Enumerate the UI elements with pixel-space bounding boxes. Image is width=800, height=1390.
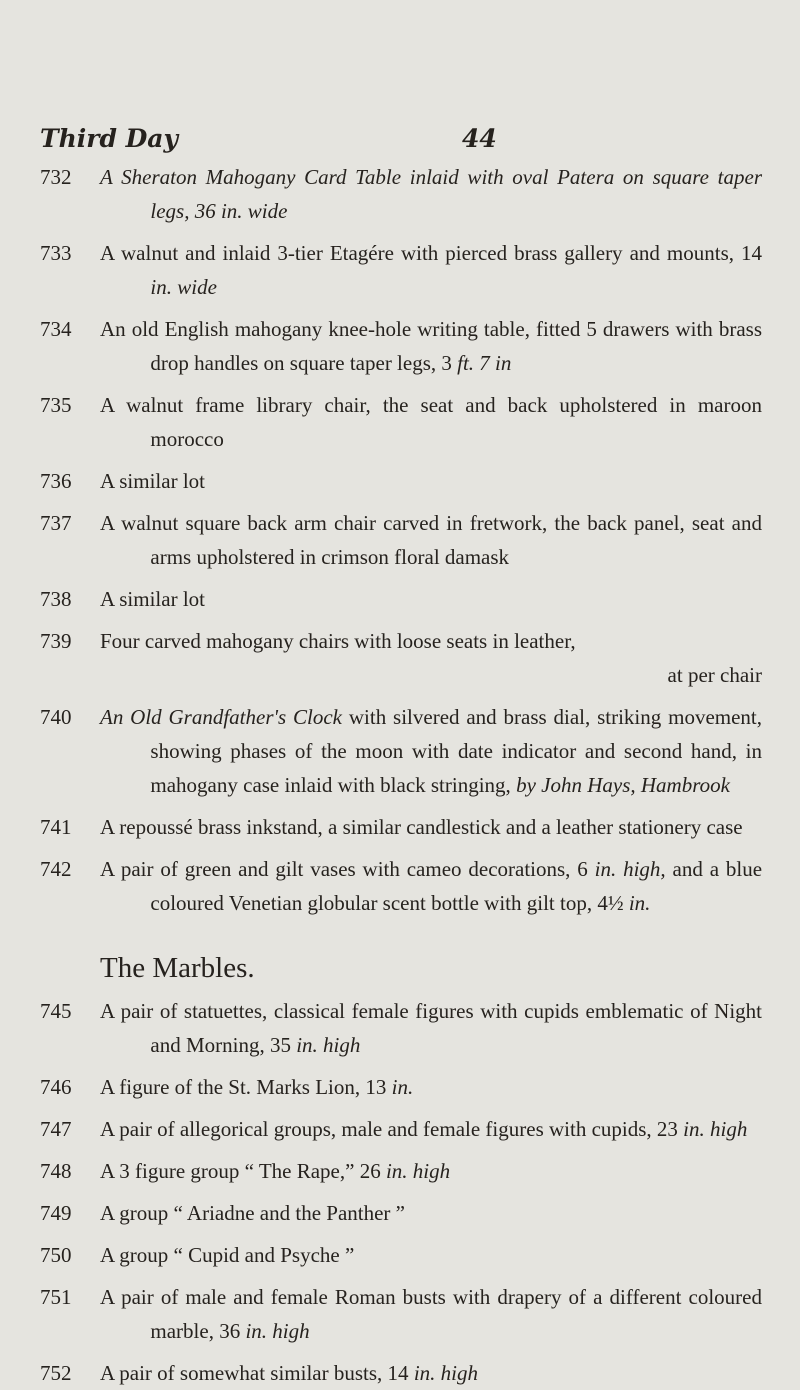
lot-text: A 3 figure group “ The Rape,” 26 xyxy=(100,1159,381,1183)
lot-text: and a blue coloured Venetian globular scent bottle with gilt top, 4½ xyxy=(150,857,763,915)
lot-number: 739 xyxy=(40,629,72,653)
lot-entry xyxy=(40,700,762,802)
lot-text: A walnut frame library chair, the seat and back upholstered in maroon morocco xyxy=(100,393,762,451)
lot-entry xyxy=(40,506,762,574)
lot-text: A repoussé brass inkstand, a similar candlestick and a leather stationery case xyxy=(100,815,743,839)
lot-list-furniture xyxy=(40,160,762,920)
lot-entry xyxy=(40,1280,762,1348)
lot-text: Four carved mahogany chairs with loose seats in leather, xyxy=(100,629,576,653)
lot-number: 741 xyxy=(40,815,72,839)
lot-number: 747 xyxy=(40,1117,72,1141)
lot-text: with silvered and brass dial, striking movement, showing phases of the moon with date indicator and second hand, in mahogany case inlaid with black stringing, xyxy=(150,705,763,797)
lot-dimension: in. high xyxy=(296,1033,361,1057)
lot-text: A group “ Cupid and Psyche ” xyxy=(100,1243,355,1267)
lot-description xyxy=(100,464,762,498)
lot-description xyxy=(100,1280,762,1348)
lot-description xyxy=(100,506,762,574)
lot-description xyxy=(100,624,762,692)
lot-description xyxy=(100,1154,762,1188)
lot-list-marbles xyxy=(40,994,762,1390)
lot-number: 752 xyxy=(40,1361,72,1385)
lot-number: 745 xyxy=(40,999,72,1023)
lot-text: A group “ Ariadne and the Panther ” xyxy=(100,1201,405,1225)
lot-entry xyxy=(40,1154,762,1188)
lot-number: 746 xyxy=(40,1075,72,1099)
lot-dimension: in. xyxy=(391,1075,414,1099)
lot-text: A walnut square back arm chair carved in fretwork, the back panel, seat and arms upholstered in crimson floral damask xyxy=(100,511,762,569)
lot-entry xyxy=(40,1196,762,1230)
lot-description xyxy=(100,1238,762,1272)
lot-description xyxy=(100,700,762,802)
running-title: Third Day xyxy=(40,124,179,153)
lot-text: A pair of statuettes, classical female figures with cupids emblematic of Night and Morning, 35 xyxy=(100,999,762,1057)
lot-entry xyxy=(40,852,762,920)
lot-dimension: in. high xyxy=(683,1117,748,1141)
lot-description xyxy=(100,160,762,228)
lot-entry xyxy=(40,1356,762,1390)
lot-dimension: in. wide xyxy=(220,199,288,223)
lot-number: 742 xyxy=(40,857,72,881)
lot-entry xyxy=(40,160,762,228)
lot-number: 751 xyxy=(40,1285,72,1309)
lot-dimension: in. high xyxy=(385,1159,451,1183)
lot-entry xyxy=(40,582,762,616)
lot-entry xyxy=(40,624,762,692)
page-number: 44 xyxy=(462,124,497,153)
lot-description xyxy=(100,1070,762,1104)
lot-dimension: A Sheraton Mahogany Card Table inlaid with oval Patera on square taper legs, 36 xyxy=(100,165,762,223)
lot-number: 738 xyxy=(40,587,72,611)
lot-description xyxy=(100,994,762,1062)
lot-description xyxy=(100,852,762,920)
lot-text: A pair of somewhat similar busts, 14 xyxy=(100,1361,409,1385)
lot-description xyxy=(100,1112,762,1146)
lot-number: 737 xyxy=(40,511,72,535)
lot-entry xyxy=(40,464,762,498)
lot-text: A walnut and inlaid 3-tier Etagére with pierced brass gallery and mounts, 14 xyxy=(100,241,762,265)
lot-entry xyxy=(40,994,762,1062)
lot-description xyxy=(100,810,762,844)
lot-number: 732 xyxy=(40,165,72,189)
lot-entry xyxy=(40,388,762,456)
lot-text: A pair of allegorical groups, male and female figures with cupids, 23 xyxy=(100,1117,678,1141)
lot-number: 748 xyxy=(40,1159,72,1183)
lot-dimension: in. high xyxy=(245,1319,310,1343)
lot-dimension: ft. 7 in xyxy=(457,351,512,375)
lot-description xyxy=(100,388,762,456)
lot-text: A similar lot xyxy=(100,587,205,611)
lot-entry xyxy=(40,312,762,380)
lot-number: 750 xyxy=(40,1243,72,1267)
lot-text: A pair of green and gilt vases with cameo decorations, 6 xyxy=(100,857,588,881)
lot-text: A similar lot xyxy=(100,469,205,493)
lot-entry xyxy=(40,810,762,844)
lot-dimension: An Old Grandfather's Clock xyxy=(100,705,343,729)
lot-number: 735 xyxy=(40,393,72,417)
lot-description xyxy=(100,582,762,616)
lot-number: 733 xyxy=(40,241,72,265)
lot-number: 740 xyxy=(40,705,72,729)
lot-entry xyxy=(40,1238,762,1272)
lot-text: A pair of male and female Roman busts with drapery of a different coloured marble, 36 xyxy=(100,1285,762,1343)
lot-text: An old English mahogany knee-hole writing table, fitted 5 drawers with brass drop handles on square taper legs, 3 xyxy=(100,317,762,375)
lot-dimension: by John Hays, Hambrook xyxy=(516,773,730,797)
lot-dimension: in. high, xyxy=(594,857,666,881)
lot-entry xyxy=(40,236,762,304)
lot-entry xyxy=(40,1070,762,1104)
lot-number: 749 xyxy=(40,1201,72,1225)
lot-number: 736 xyxy=(40,469,72,493)
lot-description xyxy=(100,236,762,304)
lot-price-note: at per chair xyxy=(667,663,762,687)
lot-entry xyxy=(40,1112,762,1146)
lot-description xyxy=(100,1196,762,1230)
page-header xyxy=(40,0,762,160)
lot-dimension: in. high xyxy=(413,1361,478,1385)
lot-number: 734 xyxy=(40,317,72,341)
lot-description xyxy=(100,312,762,380)
lot-description xyxy=(100,1356,762,1390)
lot-text: A figure of the St. Marks Lion, 13 xyxy=(100,1075,387,1099)
section-heading: The Marbles. xyxy=(100,952,255,984)
lot-dimension: in. xyxy=(628,891,651,915)
lot-dimension: in. wide xyxy=(150,275,217,299)
